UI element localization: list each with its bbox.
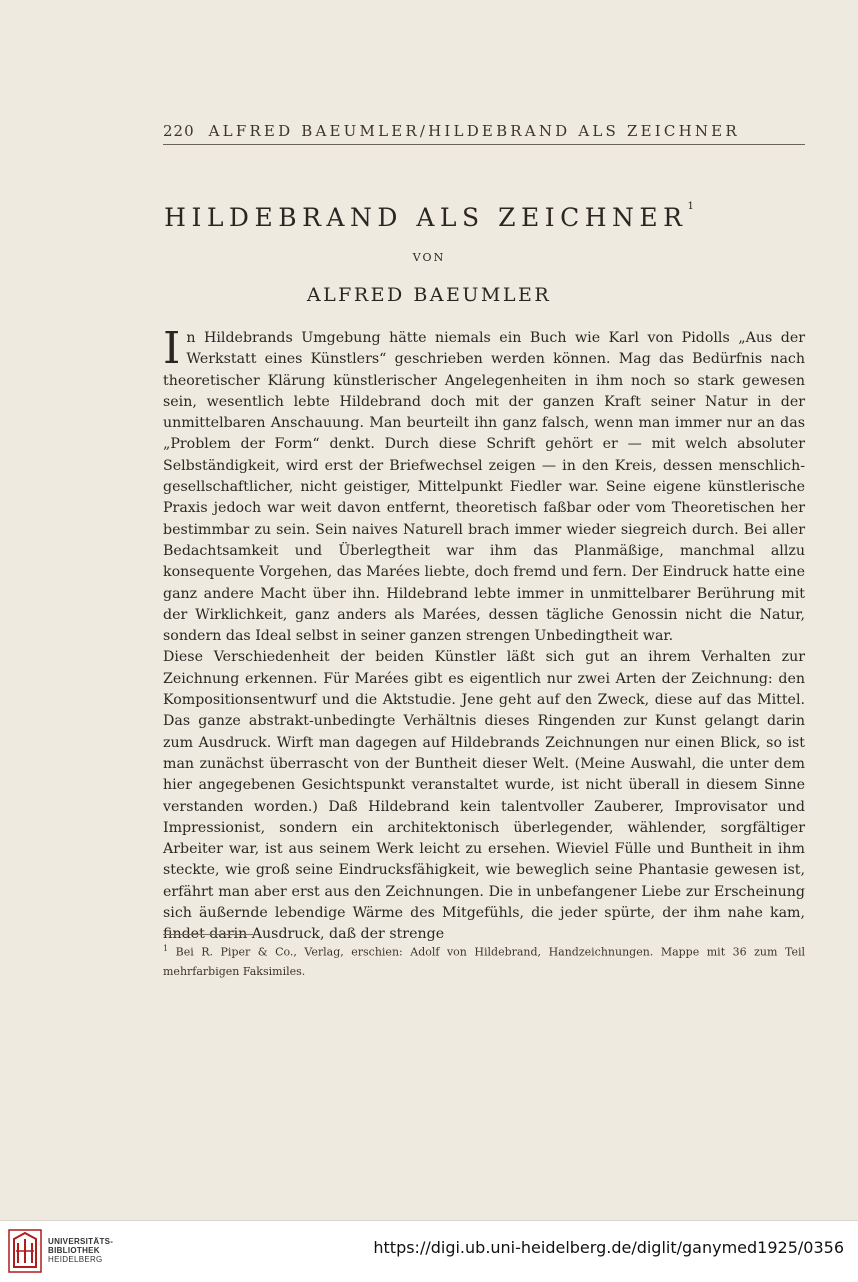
footnote-rule: [163, 934, 253, 935]
author-name: ALFRED BAEUMLER: [306, 284, 552, 306]
header-rule: [163, 144, 805, 145]
running-head: [163, 122, 803, 140]
paragraph-2: Diese Verschiedenheit der beiden Künstler läßt sich gut an ihrem Verhalten zur Zeichnung erkennen. Für Marées gibt es eigentlich nur zwei Arten der Zeichnung: den Kompositionsentwurf und die Aktstudie. Jene geht auf den Zweck, diese auf das Mittel. Das ganze abstrakt-unbedingte Verhältnis dieses Ringenden zur Kunst gelangt darin zum Ausdruck. Wirft man dagegen auf Hildebrands Zeichnungen nur einen Blick, so ist man zunächst überrascht von der Buntheit dieser Welt. (Meine Auswahl, die unter dem hier angegebenen Gesichtspunkt veranstaltet wurde, ist nicht überall in diesem Sinne verstanden worden.) Daß Hildebrand kein talentvoller Zauberer, Improvisator und Impressionist, sondern ein architektonisch überlegender, wählender, sorgfältiger Arbeiter war, ist aus seinem Werk leicht zu ersehen. Wieviel Fülle und Buntheit in ihm steckte, wie groß seine Eindrucksfähigkeit, wie beweglich seine Phantasie gewesen ist, erfährt man aber erst aus den Zeichnungen. Die in unbefangener Liebe zur Erscheinung sich äußernde lebendige Wärme des Mitgefühls, die jeder spürte, der ihm nahe kam, findet darin Ausdruck, daß der strenge: [163, 649, 805, 943]
article-title-text: HILDEBRAND ALS ZEICHNER: [164, 203, 688, 232]
library-line-2: BIBLIOTHEK: [48, 1246, 100, 1255]
permalink-url[interactable]: https://digi.ub.uni-heidelberg.de/diglit/ganymed1925/0356: [373, 1238, 844, 1257]
drop-cap: I: [163, 323, 181, 374]
footnote: [163, 939, 805, 981]
footnote-text: Bei R. Piper & Co., Verlag, erschien: Adolf von Hildebrand, Handzeichnungen. Mappe mit 36 zum Teil mehrfarbigen Faksimiles.: [163, 945, 805, 978]
library-name: [48, 1237, 113, 1264]
paragraph-1: [163, 323, 805, 647]
university-seal-icon: [8, 1229, 42, 1273]
title-footnote-marker: 1: [687, 201, 694, 212]
article-title: [0, 203, 858, 232]
library-line-1: UNIVERSITÄTS-: [48, 1237, 114, 1246]
page-number: 220: [163, 122, 195, 140]
running-title: ALFRED BAEUMLER/HILDEBRAND ALS ZEICHNER: [208, 122, 740, 140]
paragraph-1-text: n Hildebrands Umgebung hätte niemals ein Buch wie Karl von Pidolls „Aus der Werkstatt eines Künstlers“ geschrieben werden können. Mag das Bedürfnis nach theoretischer Klärung künstlerischer Angelegenheiten in ihm noch so stark gewesen sein, wesentlich lebte Hildebrand doch mit der ganzen Kraft seiner Natur in der unmittelbaren Anschauung. Man beurteilt ihn ganz falsch, wenn man immer nur an das „Problem der Form“ denkt. Durch diese Schrift gehört er — mit welch absoluter Selbständigkeit, wird erst der Briefwechsel zeigen — in den Kreis, dessen menschlich-gesellschaftlicher, nicht geistiger, Mittelpunkt Fiedler war. Seine eigene künstlerische Praxis jedoch war weit davon entfernt, theoretisch faßbar oder vom Theoretischen her bestimmbar zu sein. Sein naives Naturell brach immer wieder siegreich durch. Bei aller Bedachtsamkeit und Überlegtheit war ihm das Planmäßige, manchmal allzu konsequente Vorgehen, das Marées liebte, doch fremd und fern. Der Eindruck hatte eine ganz andere Macht über ihn. Hildebrand lebte immer in unmittelbarer Berührung mit der Wirklichkeit, ganz anders als Marées, dessen tägliche Genossin nicht die Natur, sondern das Ideal selbst in seiner ganzen strengen Unbedingtheit war.: [163, 330, 805, 645]
byline-von: VON: [412, 251, 446, 264]
viewer-footer: [0, 1220, 858, 1282]
body-text: [163, 323, 805, 946]
library-line-3: HEIDELBERG: [48, 1255, 103, 1264]
footnote-marker: 1: [163, 944, 169, 953]
